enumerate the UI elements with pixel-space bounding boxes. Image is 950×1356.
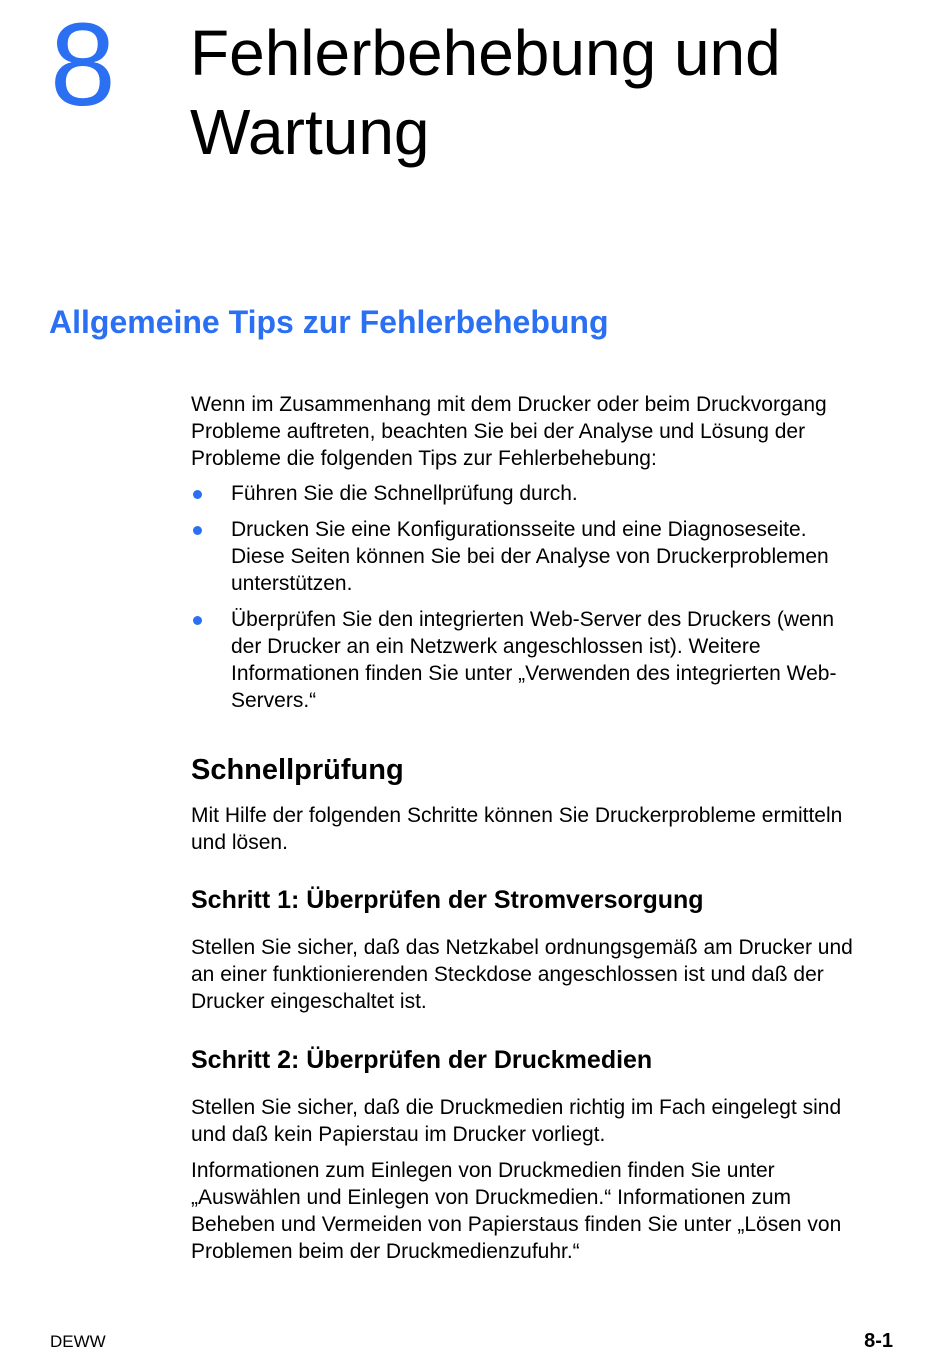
chapter-title-line: Fehlerbehebung und — [190, 17, 781, 89]
text-line: Probleme auftreten, beachten Sie bei der Analyse und Lösung der — [191, 420, 806, 443]
text-line: an einer funktionierenden Steckdose angeschlossen ist und daß der — [191, 963, 824, 986]
text-line: Führen Sie die Schnellprüfung durch. — [231, 482, 578, 505]
text-line: Mit Hilfe der folgenden Schritte können Sie Druckerprobleme ermitteln — [191, 804, 843, 827]
chapter-number: 8 — [50, 0, 116, 131]
chapter-title-line: Wartung — [190, 96, 430, 168]
text-line: und lösen. — [191, 831, 288, 854]
text-line: Drucker eingeschaltet ist. — [191, 990, 427, 1013]
list-item — [191, 516, 911, 597]
list-item — [191, 606, 911, 714]
quick-check-heading: Schnellprüfung — [191, 754, 404, 786]
step2-info-paragraph — [191, 1157, 911, 1265]
chapter-title — [190, 14, 781, 172]
tips-list — [191, 480, 911, 723]
text-line: Drucken Sie eine Konfigurationsseite und eine Diagnoseseite. — [231, 518, 807, 541]
text-line: Überprüfen Sie den integrierten Web-Server des Druckers (wenn — [231, 608, 835, 631]
section-title: Allgemeine Tips zur Fehlerbehebung — [49, 304, 609, 340]
step1-heading: Schritt 1: Überprüfen der Stromversorgung — [191, 886, 704, 914]
text-line: Informationen finden Sie unter „Verwenden des integrierten Web- — [231, 662, 837, 685]
text-line: Servers.“ — [231, 689, 317, 712]
quick-check-paragraph — [191, 802, 911, 856]
text-line: unterstützen. — [231, 572, 353, 595]
text-line: Problemen beim der Druckmedienzufuhr.“ — [191, 1240, 580, 1263]
step1-paragraph — [191, 934, 911, 1015]
bullet-icon — [193, 490, 202, 499]
text-line: Stellen Sie sicher, daß das Netzkabel ordnungsgemäß am Drucker und — [191, 936, 853, 959]
text-line: und daß kein Papierstau im Drucker vorliegt. — [191, 1123, 606, 1146]
step2-paragraph — [191, 1094, 911, 1148]
text-line: Stellen Sie sicher, daß die Druckmedien richtig im Fach eingelegt sind — [191, 1096, 842, 1119]
text-line: Diese Seiten können Sie bei der Analyse von Druckerproblemen — [231, 545, 829, 568]
text-line: Informationen zum Einlegen von Druckmedien finden Sie unter — [191, 1159, 775, 1182]
text-line: Beheben und Vermeiden von Papierstaus finden Sie unter „Lösen von — [191, 1213, 842, 1236]
list-item — [191, 480, 911, 507]
bullet-icon — [193, 616, 202, 625]
intro-paragraph — [191, 391, 911, 472]
step2-heading: Schritt 2: Überprüfen der Druckmedien — [191, 1046, 653, 1074]
text-line: Probleme die folgenden Tips zur Fehlerbehebung: — [191, 447, 657, 470]
text-line: „Auswählen und Einlegen von Druckmedien.“ Informationen zum — [191, 1186, 791, 1209]
bullet-icon — [193, 526, 202, 535]
text-line: Wenn im Zusammenhang mit dem Drucker oder beim Druckvorgang — [191, 393, 827, 416]
footer-doc-code: DEWW — [50, 1332, 106, 1351]
page-number: 8-1 — [864, 1330, 893, 1352]
text-line: der Drucker an ein Netzwerk angeschlossen ist). Weitere — [231, 635, 761, 658]
